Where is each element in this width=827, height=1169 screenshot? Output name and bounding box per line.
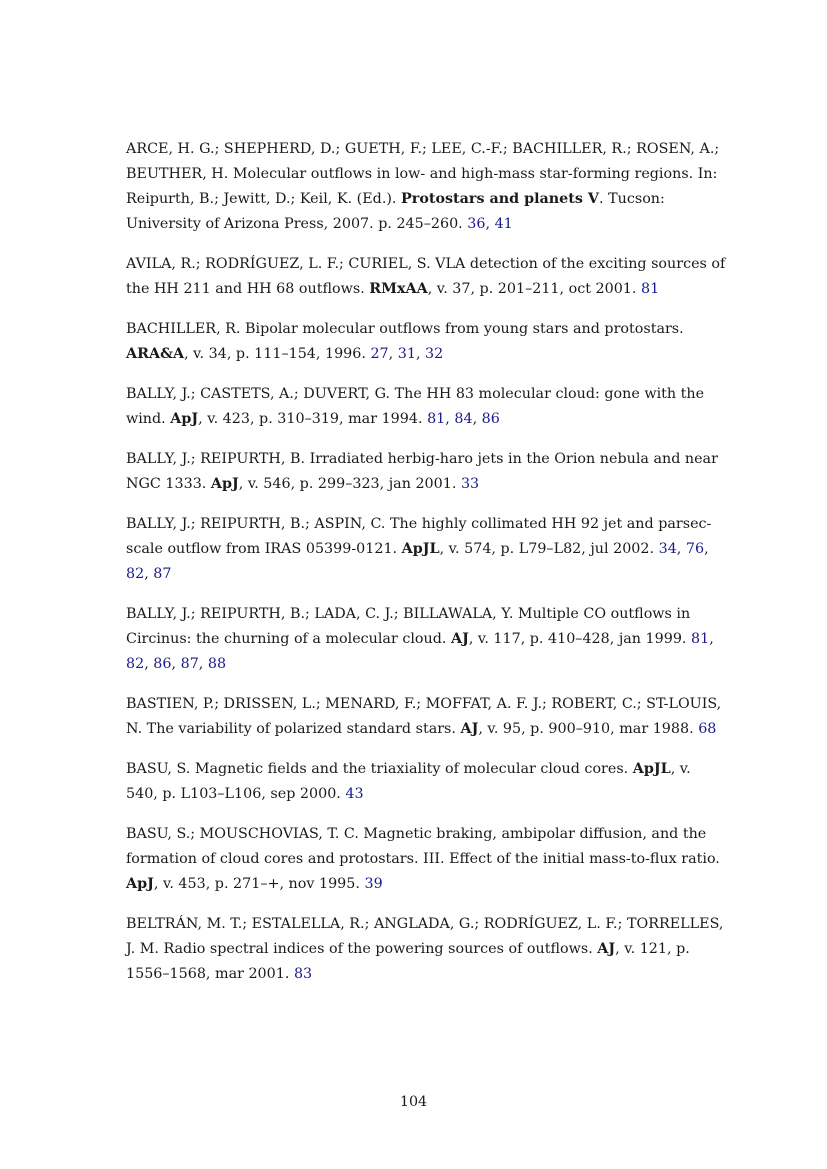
back-references: [364, 876, 382, 892]
page-link[interactable]: 34: [658, 541, 677, 557]
page-link[interactable]: 68: [698, 721, 717, 737]
journal-title: ApJ: [210, 476, 239, 492]
back-references: [461, 476, 479, 492]
journal-title: RMxAA: [369, 281, 428, 297]
journal-title: ApJ: [170, 411, 199, 427]
reference-entry: BALLY, J.; REIPURTH, B. Irradiated herbig-haro jets in the Orion nebula and near NGC 1333. ApJ, v. 546, p. 299–323, jan 2001. 33: [126, 451, 718, 492]
page-link[interactable]: 81: [427, 411, 446, 427]
page-link[interactable]: 31: [397, 346, 416, 362]
page-link[interactable]: 82: [126, 656, 145, 672]
page-link[interactable]: 87: [153, 566, 172, 582]
reference-entry: BALLY, J.; REIPURTH, B.; ASPIN, C. The highly collimated HH 92 jet and parsec-scale outflow from IRAS 05399-0121. ApJL, v. 574, p. L79–L82, jul 2002. 34, 76, 82, 87: [126, 516, 712, 582]
back-references: [294, 966, 312, 982]
reference-entry: ARCE, H. G.; SHEPHERD, D.; GUETH, F.; LEE, C.-F.; BACHILLER, R.; ROSEN, A.; BEUTHER, H. Molecular outflows in low- and high-mass star-forming regions. In: Reipurth, B.; Jewitt, D.; Keil, K. (Ed.). Protostars and planets V. Tucson: University of Arizona Press, 2007. p. 245–260. 36, 41: [126, 141, 720, 232]
back-references: [641, 281, 659, 297]
back-references: 81, 84, 86: [427, 411, 500, 427]
back-references: [698, 721, 716, 737]
page-link[interactable]: 87: [180, 656, 199, 672]
reference-entry: BALLY, J.; CASTETS, A.; DUVERT, G. The HH 83 molecular cloud: gone with the wind. ApJ, v. 423, p. 310–319, mar 1994. 81, 84, 86: [126, 386, 705, 427]
page-link[interactable]: 81: [641, 281, 660, 297]
page-link[interactable]: 32: [425, 346, 444, 362]
page-link[interactable]: 86: [481, 411, 500, 427]
journal-title: ApJL: [632, 761, 671, 777]
reference-entry: AVILA, R.; RODRÍGUEZ, L. F.; CURIEL, S. VLA detection of the exciting sources of the HH 211 and HH 68 outflows. RMxAA, v. 37, p. 201–211, oct 2001. 81: [126, 256, 726, 297]
back-references: 81, 82, 86, 87, 88: [126, 631, 714, 672]
journal-title: ARA&A: [126, 346, 185, 362]
page-number: 104: [399, 1094, 428, 1110]
journal-title: ApJ: [126, 876, 154, 892]
page-link[interactable]: 39: [364, 876, 383, 892]
back-references: 27, 31, 32: [370, 346, 444, 362]
page-link[interactable]: 88: [207, 656, 227, 672]
page-link[interactable]: 83: [293, 966, 313, 982]
page-link[interactable]: 84: [454, 411, 473, 427]
page-link[interactable]: 81: [691, 631, 710, 647]
journal-title: AJ: [450, 631, 469, 647]
page-link[interactable]: 86: [153, 656, 172, 672]
back-references: 34, 76, 82, 87: [126, 541, 709, 582]
page-link[interactable]: 43: [345, 786, 364, 802]
journal-title: Protostars and planets V: [401, 191, 600, 207]
page-link[interactable]: 82: [126, 566, 145, 582]
reference-entry: BASTIEN, P.; DRISSEN, L.; MENARD, F.; MOFFAT, A. F. J.; ROBERT, C.; ST-LOUIS, N. The variability of polarized standard stars. AJ, v. 95, p. 900–910, mar 1988. 68: [126, 696, 722, 737]
reference-entry: BASU, S.; MOUSCHOVIAS, T. C. Magnetic braking, ambipolar diffusion, and the formation of cloud cores and protostars. III. Effect of the initial mass-to-flux ratio. ApJ, v. 453, p. 271–+, nov 1995. 39: [126, 826, 720, 892]
reference-entry: BALLY, J.; REIPURTH, B.; LADA, C. J.; BILLAWALA, Y. Multiple CO outflows in Circinus: the churning of a molecular cloud. AJ, v. 117, p. 410–428, jan 1999. 81, 82, 86, 87, 88: [126, 606, 714, 672]
journal-title: AJ: [460, 721, 479, 737]
page-link[interactable]: 76: [685, 541, 705, 557]
page-link[interactable]: 33: [460, 476, 480, 492]
reference-entry: BELTRÁN, M. T.; ESTALELLA, R.; ANGLADA, G.; RODRÍGUEZ, L. F.; TORRELLES, J. M. Radio spectral indices of the powering sources of outflows. AJ, v. 121, p. 1556–1568, mar 2001. 83: [126, 916, 724, 982]
reference-entry: BASU, S. Magnetic fields and the triaxiality of molecular cloud cores. ApJL, v. 540, p. L103–L106, sep 2000. 43: [126, 761, 691, 802]
journal-title: ApJL: [401, 541, 440, 557]
reference-entry: BACHILLER, R. Bipolar molecular outflows from young stars and protostars. ARA&A, v. 34, p. 111–154, 1996. 27, 31, 32: [126, 321, 684, 362]
back-references: [345, 786, 363, 802]
back-references: 36, 41: [467, 216, 513, 232]
page-link[interactable]: 36: [467, 216, 486, 232]
page-link[interactable]: 41: [494, 216, 513, 232]
page-link[interactable]: 27: [370, 346, 389, 362]
journal-title: AJ: [597, 941, 616, 957]
reference-list: [126, 137, 726, 1002]
